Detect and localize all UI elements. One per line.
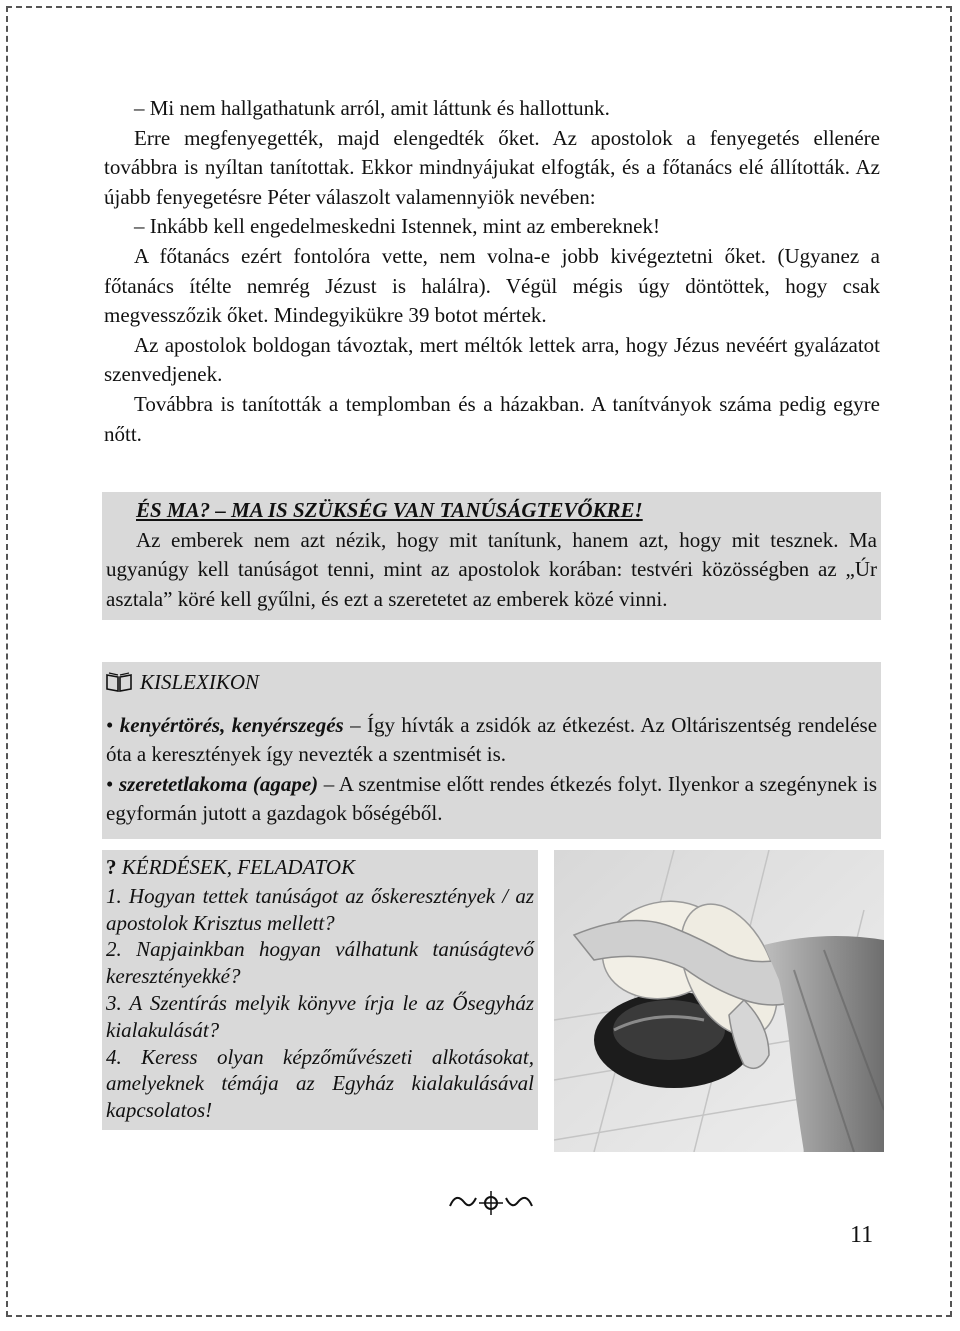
lexikon-item <box>106 770 877 829</box>
kislexikon-title: KISLEXIKON <box>106 668 877 701</box>
dialogue-line: – Mi nem hallgathatunk arról, amit láttunk és hallottunk. <box>134 96 610 120</box>
kislexikon-box <box>102 662 881 839</box>
floral-ornament-icon <box>446 1188 536 1225</box>
es-ma-body: Az emberek nem azt nézik, hogy mit tanítunk, hanem azt, hogy mit tesznek. Ma ugyanúgy kell tanúságot tenni, mint az apostolok korában: testvéri közösségben az „Úr asztala” köré kell gyűlni, és ezt a szeretetet az emberek közé vinni. <box>106 527 877 611</box>
book-icon <box>106 671 132 701</box>
bullet: • <box>106 771 114 796</box>
paragraph: A főtanács ezért fontolóra vette, nem volna-e jobb kivégeztetni őket. (Ugyanez a főtanács ítélte nemrég Jézust is halálra). Végül mégis úgy döntöttek, hogy csak megvesszőzik őket. Mindegyikükre 39 botot mértek. <box>104 243 880 328</box>
question-item: 4. Keress olyan képzőművészeti alkotásokat, amelyeknek témája az Egyház kialakulásával kapcsolatos! <box>106 1044 534 1123</box>
paragraph: Erre megfenyegették, majd elengedték őket. Az apostolok a fenyegetés ellenére továbbra is nyíltan tanítottak. Ekkor mindnyájukat elfogták, és a főtanács elé állították. Az újabb fenyegetésre Péter válaszolt valamennyiök nevében: <box>104 125 880 209</box>
lexikon-dash: – <box>350 712 361 737</box>
es-ma-box <box>102 492 881 620</box>
paragraph: Az apostolok boldogan távoztak, mert méltók lettek arra, hogy Jézus nevéért gyalázatot szenvedjenek. <box>104 332 880 387</box>
page-number: 11 <box>850 1222 874 1248</box>
lexikon-definition: A szentmise előtt rendes étkezés folyt. Ilyenkor a szegénynek is egyformán jutott a gazdagok bőségéből. <box>106 771 878 826</box>
lexikon-item <box>106 711 877 770</box>
questions-title: ? KÉRDÉSEK, FELADATOK <box>106 855 356 879</box>
bread-breaking-photo <box>554 850 884 1152</box>
paragraph: Továbbra is tanították a templomban és a házakban. A tanítványok száma pedig egyre nőtt. <box>104 391 880 446</box>
top-text <box>104 94 880 449</box>
question-item: 1. Hogyan tettek tanúságot az őskeresztények / az apostolok Krisztus mellett? <box>106 883 534 935</box>
es-ma-heading: ÉS MA? – MA IS SZÜKSÉG VAN TANÚSÁGTEVŐKRE! <box>136 498 643 522</box>
question-icon: ? <box>106 855 117 879</box>
question-item: 3. A Szentírás melyik könyve írja le az Ősegyház kialakulását? <box>106 990 534 1042</box>
bullet: • <box>106 712 114 737</box>
question-item: 2. Napjainkban hogyan válhatunk tanúságtevő keresztényekké? <box>106 937 534 989</box>
dialogue-line: – Inkább kell engedelmeskedni Istennek, mint az embereknek! <box>134 214 660 239</box>
page <box>6 6 952 1317</box>
lexikon-term: kenyértörés, kenyérszegés <box>119 712 344 737</box>
lexikon-definition: Így hívták a zsidók az étkezést. Az Oltáriszentség rendelése óta a keresztények így nevezték a szentmisét is. <box>106 712 878 767</box>
questions-box <box>102 850 538 1130</box>
lexikon-dash: – <box>323 771 335 796</box>
lexikon-term: szeretetlakoma (agape) <box>118 771 319 796</box>
